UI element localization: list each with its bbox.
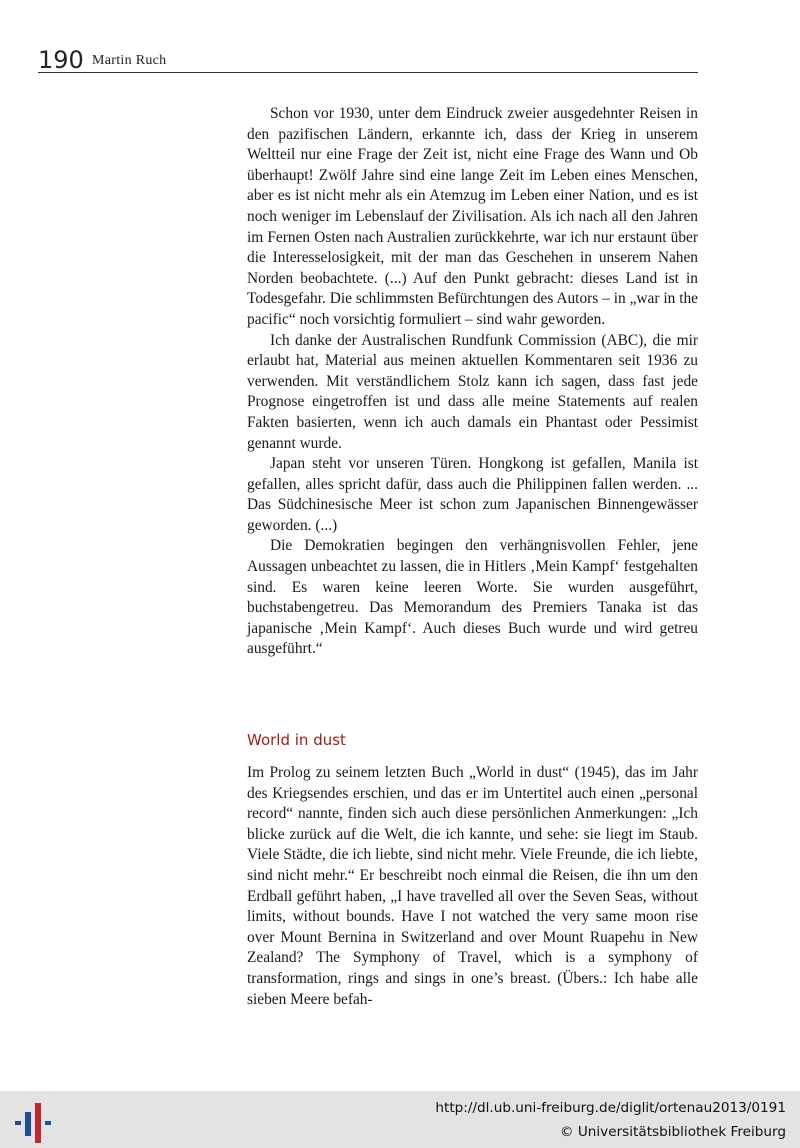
quote-paragraph: Die Demokratien begingen den verhängnisvollen Fehler, jene Aussagen unbeachtet zu lassen, die in Hitlers ‚Mein Kampf‘ festgehalten sind. Es waren keine leeren Worte. Sie wurden ausgeführt, buchstabengetreu. Das Memorandum des Premiers Tanaka ist das japanische ‚Mein Kampf‘. Auch dieses Buch wurde und wird getreu ausgeführt.“ [247,537,698,658]
quote-paragraph: Japan steht vor unseren Türen. Hongkong ist gefallen, Manila ist gefallen, alles spricht dafür, dass auch die Philippinen fallen werden. ... Das Südchinesische Meer ist schon zum Japanischen Binnengewässer geworden. (...) [247,455,698,534]
footer-copyright: © Universitätsbibliothek Freiburg [559,1124,786,1140]
quote-block [247,104,698,660]
footer-bar [0,1091,800,1148]
quote-paragraph: Ich danke der Australischen Rundfunk Commission (ABC), die mir erlaubt hat, Material aus meinen aktuellen Kommentaren seit 1936 zu verwenden. Mit verständlichem Stolz kann ich sagen, dass fast jede Prognose eingetroffen ist und dass alle meine Statements auf realen Fakten basierten, wenn ich auch damals ein Phantast oder Pessimist genannt wurde. [247,331,698,452]
section-heading: World in dust [247,731,346,749]
ub-freiburg-logo-icon [14,1099,54,1143]
footer-url-link[interactable]: http://dl.ub.uni-freiburg.de/diglit/ortenau2013/0191 [435,1100,786,1116]
page-number: 190 [38,46,84,74]
section-body [247,763,698,1010]
running-head-author: Martin Ruch [92,53,167,68]
page-header [38,46,698,73]
body-paragraph: Im Prolog zu seinem letzten Buch „World in dust“ (1945), das im Jahr des Kriegsendes erschien, und das er im Untertitel auch einen „personal record“ nannte, finden sich auch diese persönlichen Anmerkungen: „Ich blicke zurück auf die Welt, die ich kannte, und sehe: sie liegt im Staub. Viele Städte, die ich liebte, sind nicht mehr. Viele Freunde, die ich liebte, sind nicht mehr.“ Er beschreibt noch einmal die Reisen, die ihn um den Erdball geführt haben, „I have travelled all over the Seven Seas, without limits, without bounds. Have I not watched the very same moon rise over Mount Bernina in Switzerland and over Mount Ruapehu in New Zealand? The Symphony of Travel, which is a symphony of transformation, rings and sings in one’s breast. (Übers.: Ich habe alle sieben Meere befah- [247,764,698,1008]
quote-paragraph: Schon vor 1930, unter dem Eindruck zweier ausgedehnter Reisen in den pazifischen Ländern, erkannte ich, dass der Krieg in unserem Weltteil nur eine Frage der Zeit ist, nicht eine Frage des Wann und Ob überhaupt! Zwölf Jahre sind eine lange Zeit im Leben eines Menschen, aber es ist nicht mehr als ein Atemzug im Leben einer Nation, und es ist noch weniger im Lebenslauf der Zivilisation. Als ich nach all den Jahren im Fernen Osten nach Australien zurückkehrte, war ich nur erstaunt über die Interesselosigkeit, mit der man das Geschehen in unserem Nahen Norden beobachtete. (...) Auf den Punkt gebracht: dieses Land ist in Todesgefahr. Die schlimmsten Befürchtungen des Autors – in „war in the pacific“ noch vorsichtig formuliert – sind wahr geworden. [247,105,698,328]
